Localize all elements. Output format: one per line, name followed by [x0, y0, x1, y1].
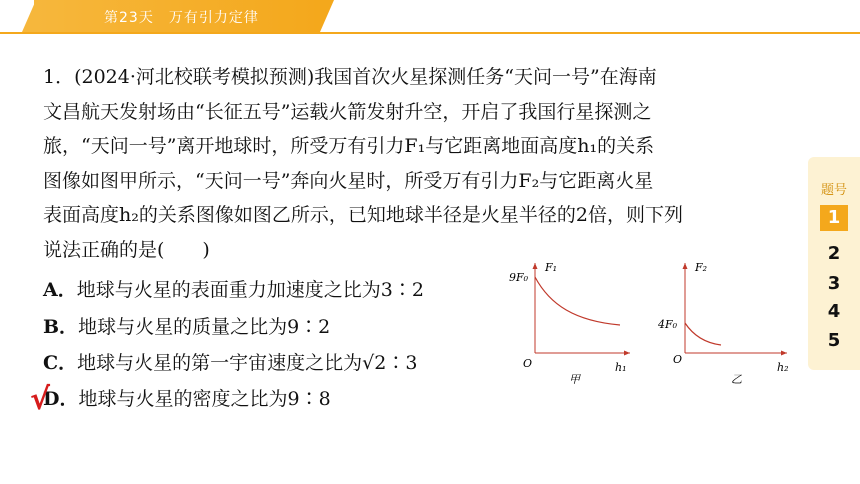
header-banner: [0, 0, 860, 32]
option-text: 地球与火星的表面重力加速度之比为3∶2: [76, 279, 424, 301]
question-line: 旅，“天问一号”离开地球时，所受万有引力F₁与它距离地面高度h₁的关系: [43, 135, 655, 157]
y-axis-arrow: [533, 263, 538, 269]
graph-yi: [655, 255, 795, 389]
question-line: 表面高度h₂的关系图像如图乙所示，已知地球半径是火星半径的2倍，则下列: [43, 204, 683, 226]
question-line: 文昌航天发射场由“长征五号”运载火箭发射升空，开启了我国行星探测之: [43, 100, 652, 123]
answer-check-icon: √: [30, 382, 51, 417]
x-axis-label: h₂: [777, 361, 789, 374]
y-intercept-label: 4F₀: [658, 318, 678, 331]
y-axis-label: F₂: [695, 261, 708, 274]
force-curve: [535, 277, 620, 325]
option-letter: D．: [43, 388, 79, 410]
graph-jia: [505, 255, 635, 389]
option-text: 地球与火星的第一宇宙速度之比为√2∶3: [77, 352, 418, 374]
origin-label: O: [673, 353, 683, 366]
question-line: 1．(2024·河北校联考模拟预测)我国首次火星探测任务“天问一号”在海南: [43, 66, 657, 88]
header-divider: [0, 32, 860, 34]
origin-label: O: [523, 357, 533, 370]
question-nav: [808, 157, 860, 370]
question-nav-item-1[interactable]: 1: [820, 205, 848, 231]
question-nav-label: 题号: [820, 183, 847, 198]
option-b[interactable]: [43, 312, 330, 339]
question-stem: [43, 60, 793, 267]
y-intercept-label: 9F₀: [509, 271, 529, 284]
option-letter: C．: [43, 352, 78, 374]
question-nav-item-3[interactable]: 3: [827, 273, 841, 294]
option-letter: A．: [43, 279, 77, 301]
header-decoration-right: [320, 0, 334, 32]
x-axis-arrow: [624, 351, 630, 356]
question-nav-item-5[interactable]: 5: [827, 330, 841, 351]
graph-caption: 乙: [731, 373, 742, 385]
question-nav-item-2[interactable]: 2: [827, 243, 841, 264]
option-c[interactable]: [43, 348, 417, 375]
option-d[interactable]: [43, 384, 331, 411]
page-title: 第23天 万有引力定律: [104, 10, 259, 26]
question-nav-item-4[interactable]: 4: [827, 301, 841, 322]
option-text: 地球与火星的密度之比为9∶8: [78, 388, 331, 410]
y-axis-label: F₁: [545, 261, 558, 274]
option-a[interactable]: [43, 275, 424, 302]
y-axis-arrow: [683, 263, 688, 269]
graph-caption: 甲: [569, 373, 580, 385]
force-curve: [685, 323, 721, 345]
question-line: 图像如图甲所示，“天问一号”奔向火星时，所受万有引力F₂与它距离火星: [43, 169, 654, 192]
x-axis-label: h₁: [615, 361, 627, 374]
option-letter: B．: [43, 316, 79, 338]
option-text: 地球与火星的质量之比为9∶2: [78, 316, 331, 338]
x-axis-arrow: [781, 351, 787, 356]
question-line: 说法正确的是( ): [43, 238, 210, 261]
